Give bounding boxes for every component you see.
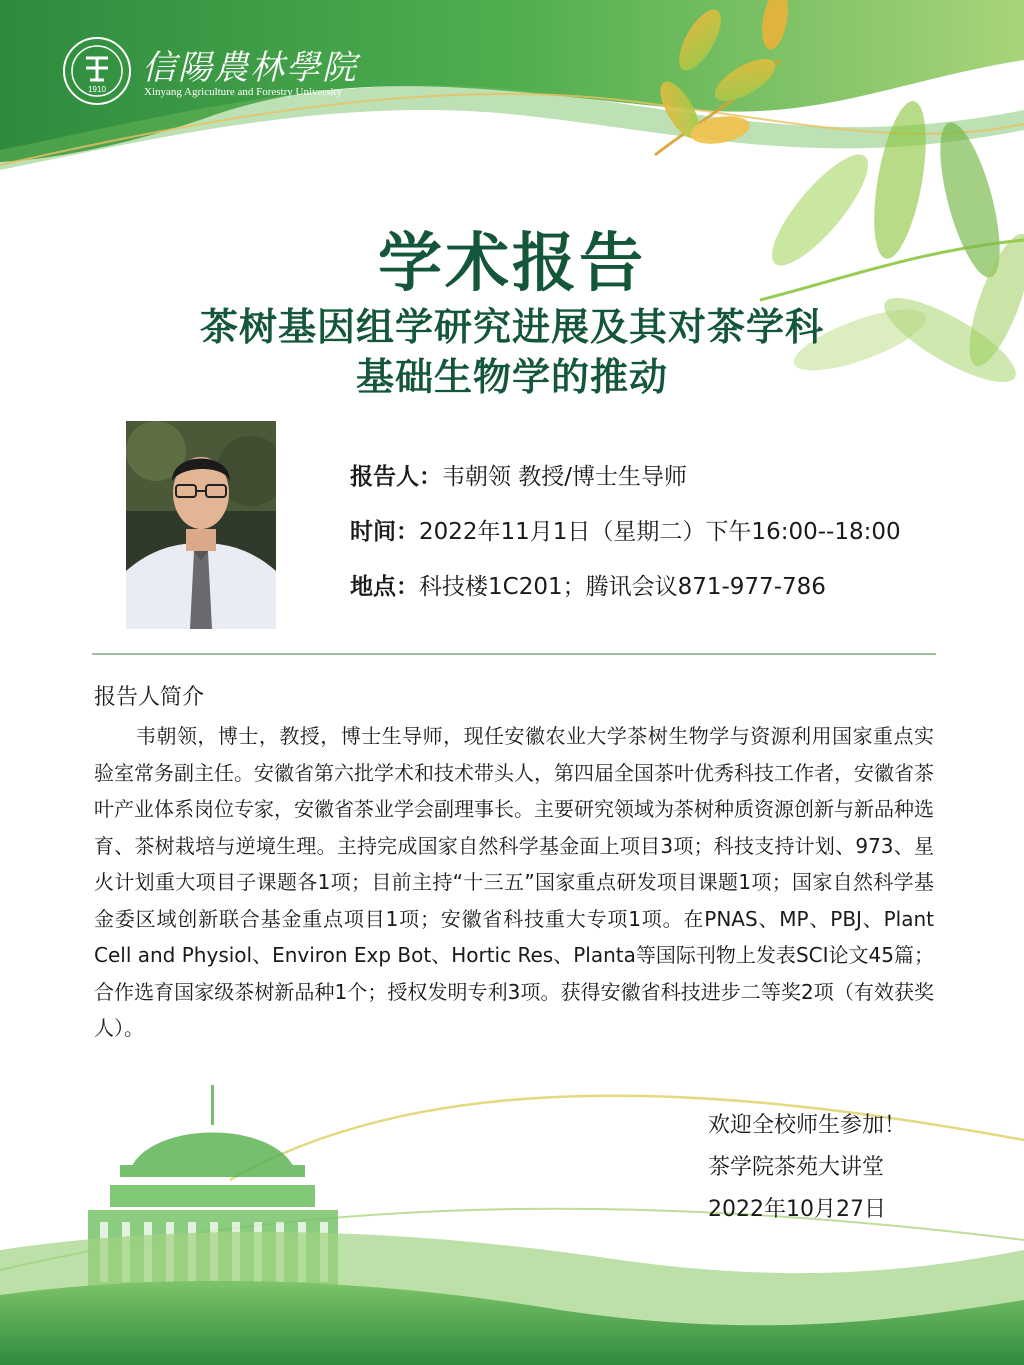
time-line (350, 513, 901, 546)
location-label: 地点： (350, 574, 419, 600)
bio-heading: 报告人简介 (94, 685, 205, 710)
time-label: 时间： (350, 519, 419, 545)
organizer-text: 茶学院茶苑大讲堂 (708, 1155, 885, 1180)
time-value: 2022年11月1日（星期二）下午16:00--18:00 (419, 519, 901, 545)
speaker-label: 报告人： (350, 464, 442, 490)
welcome-text: 欢迎全校师生参加！ (708, 1113, 907, 1138)
report-subtitle (80, 302, 944, 402)
university-name-cn: 信陽農林學院 (142, 48, 358, 88)
section-divider (92, 653, 936, 655)
university-name-en: Xinyang Agriculture and Forestry University (144, 86, 342, 98)
location-line (350, 568, 826, 601)
speaker-line (350, 458, 687, 491)
page-title: 学术报告 (378, 227, 646, 301)
university-seal-icon (62, 36, 132, 106)
speaker-photo (126, 421, 276, 629)
svg-text:1910: 1910 (88, 85, 106, 94)
subtitle-line-1: 茶树基因组学研究进展及其对茶学科 (199, 305, 824, 349)
issue-date: 2022年10月27日 (708, 1197, 886, 1222)
subtitle-line-2: 基础生物学的推动 (355, 355, 668, 399)
university-logo (62, 36, 358, 106)
location-value: 科技楼1C201；腾讯会议871-977-786 (419, 574, 826, 600)
speaker-value: 韦朝领 教授/博士生导师 (442, 464, 688, 490)
bio-text: 韦朝领，博士，教授，博士生导师，现任安徽农业大学茶树生物学与资源利用国家重点实验室常务副主任。安徽省第六批学术和技术带头人，第四届全国茶叶优秀科技工作者，安徽省茶叶产业体系岗位专家，安徽省茶业学会副理事长。主要研究领域为茶树种质资源创新与新品种选育、茶树栽培与逆境生理。主持完成国家自然科学基金面上项目3项；科技支持计划、973、星火计划重大项目子课题各1项；目前主持“十三五”国家重点研发项目课题1项；国家自然科学基金委区域创新联合基金重点项目1项；安徽省科技重大专项1项。在PNAS、MP、PBJ、Plant Cell and Physiol、Environ Exp Bot、Hortic Res、Planta等国际刊物上发表SCI论文45篇；合作选育国家级茶树新品种1个；授权发明专利3项。获得安徽省科技进步二等奖2项（有效获奖人）。 (94, 724, 934, 1040)
